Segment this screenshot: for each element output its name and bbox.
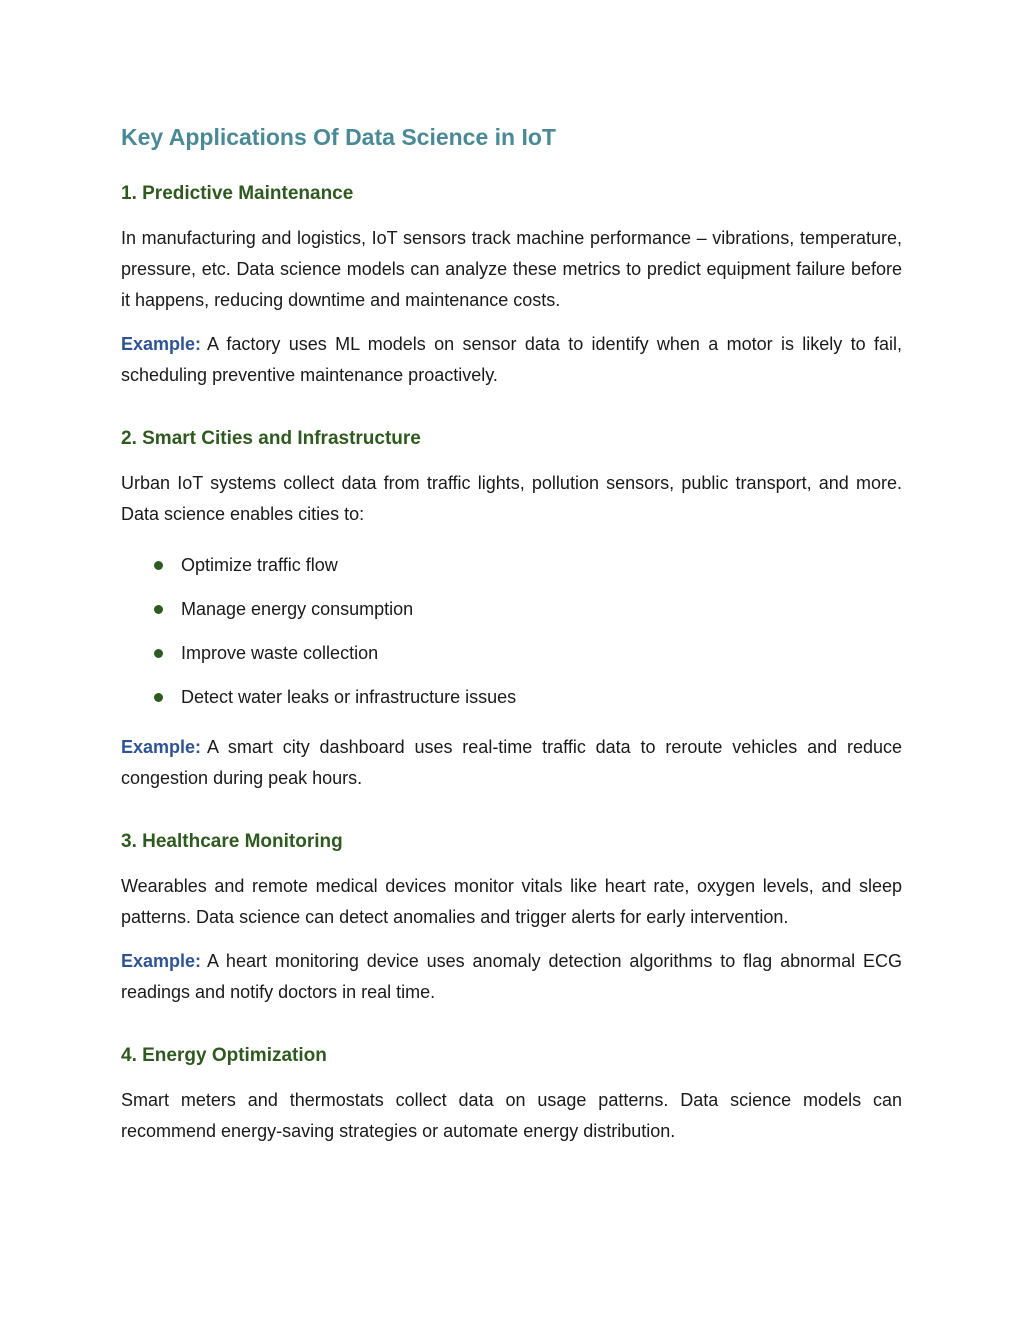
list-item-text: Improve waste collection [181, 643, 379, 663]
example-text: A smart city dashboard uses real-time traffic data to reroute vehicles and reduce congestion during peak hours. [121, 737, 902, 788]
list-item [121, 675, 902, 719]
bullet-icon [154, 649, 163, 658]
bullet-icon [154, 561, 163, 570]
example-paragraph [121, 732, 902, 794]
example-label: Example: [121, 737, 202, 757]
list-item-text: Manage energy consumption [181, 599, 414, 619]
document-title: Key Applications Of Data Science in IoT [121, 124, 556, 150]
section-body: In manufacturing and logistics, IoT sensors track machine performance – vibrations, temperature, pressure, etc. Data science models can analyze these metrics to predict equipment failure before it happens, reducing downtime and maintenance costs. [121, 228, 902, 310]
bullet-icon [154, 693, 163, 702]
document-page [121, 118, 902, 1181]
section-body: Urban IoT systems collect data from traffic lights, pollution sensors, public transport, and more. Data science enables cities to: [121, 473, 902, 524]
section-heading: 3. Healthcare Monitoring [121, 831, 343, 852]
section-body: Smart meters and thermostats collect data on usage patterns. Data science models can recommend energy-saving strategies or automate energy distribution. [121, 1090, 902, 1141]
section-predictive-maintenance [121, 180, 902, 391]
example-paragraph [121, 329, 902, 391]
section-healthcare-monitoring [121, 828, 902, 1008]
section-heading: 2. Smart Cities and Infrastructure [121, 428, 421, 449]
bullet-icon [154, 605, 163, 614]
example-label: Example: [121, 334, 202, 354]
section-energy-optimization [121, 1042, 902, 1147]
example-text: A factory uses ML models on sensor data to identify when a motor is likely to fail, scheduling preventive maintenance proactively. [121, 334, 902, 385]
list-item [121, 543, 902, 587]
example-text: A heart monitoring device uses anomaly detection algorithms to flag abnormal ECG readings and notify doctors in real time. [121, 951, 902, 1002]
list-item-text: Optimize traffic flow [181, 555, 338, 575]
bullet-list [121, 543, 902, 719]
list-item [121, 587, 902, 631]
section-body: Wearables and remote medical devices monitor vitals like heart rate, oxygen levels, and sleep patterns. Data science can detect anomalies and trigger alerts for early intervention. [121, 876, 902, 927]
list-item-text: Detect water leaks or infrastructure issues [181, 687, 517, 707]
section-heading: 4. Energy Optimization [121, 1045, 327, 1066]
list-item [121, 631, 902, 675]
section-smart-cities [121, 425, 902, 794]
section-heading: 1. Predictive Maintenance [121, 183, 354, 204]
example-label: Example: [121, 951, 202, 971]
example-paragraph [121, 946, 902, 1008]
